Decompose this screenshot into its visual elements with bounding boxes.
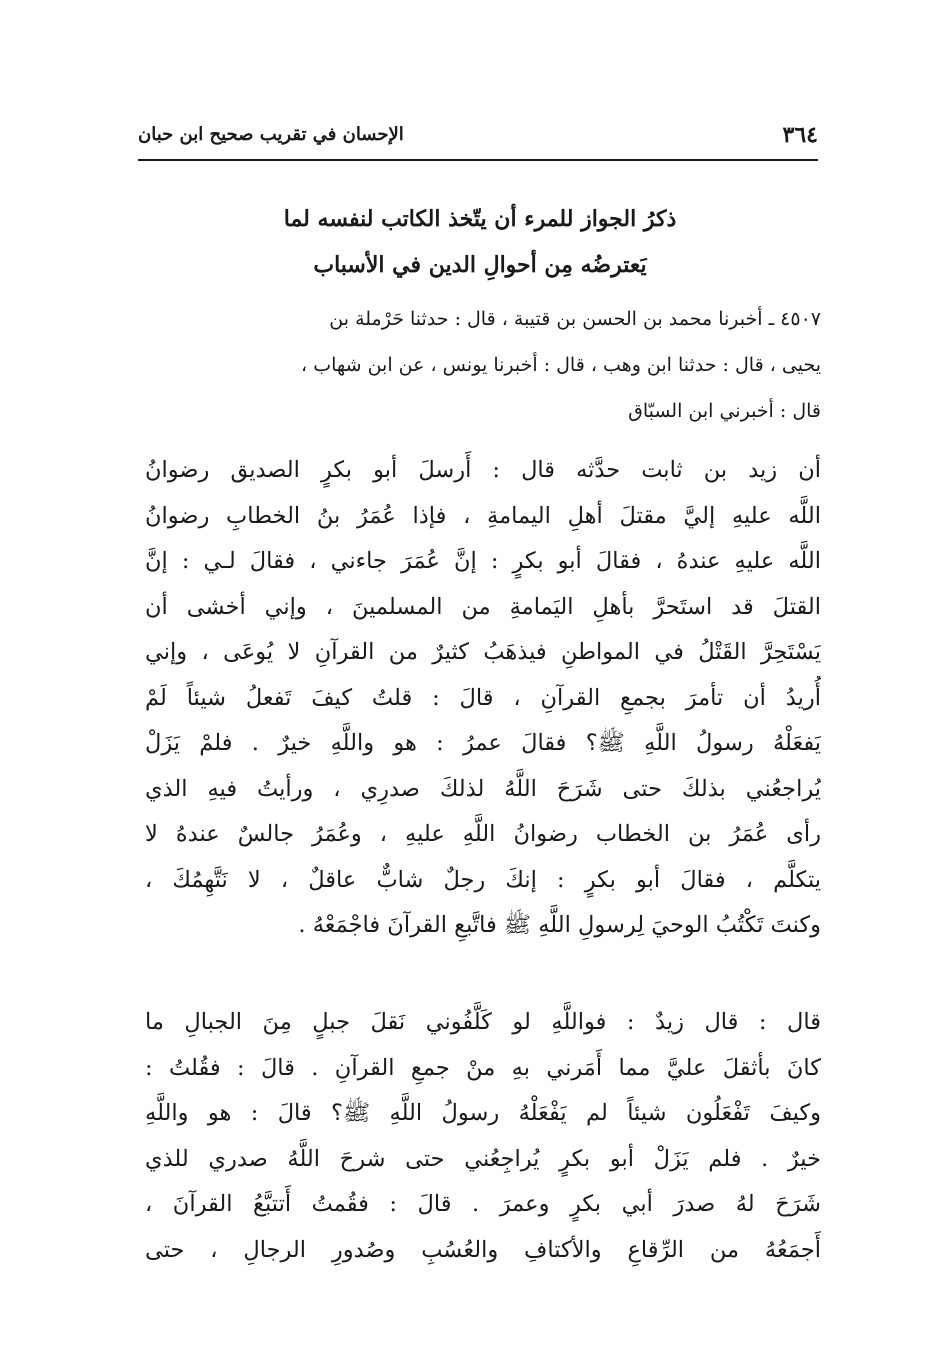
hadith-isnad xyxy=(145,296,821,434)
text-line: اللَّه عليهِ عندهُ ، فقالَ أبو بكرٍ : إنَّ عُمَرَ جاءني ، فقالَ لـي : إنَّ xyxy=(145,548,821,574)
running-head xyxy=(138,122,818,156)
text-line: القتلَ قد استَحرَّ بأهلِ اليَمامةِ من المسلمينَ ، وإني أخشى أن xyxy=(145,593,821,620)
isnad-line: قال : أخبرني ابن السبّاق xyxy=(628,400,821,422)
hadith-text-paragraph-2 xyxy=(145,1000,821,1273)
hadith-text-paragraph-1 xyxy=(145,448,821,949)
text-line: كانَ بأثقلَ عليَّ مما أَمَرني بهِ منْ جمعِ القرآنِ . قالَ : فقُلتُ : xyxy=(145,1054,821,1081)
chapter-heading-line: يَعترضُه مِن أحوالِ الدين في الأسباب xyxy=(313,252,647,278)
text-line: يَسْتَحِرَّ القَتْلُ في المواطنِ فيذهَبُ كثيرٌ من القرآنِ لا يُوعَى ، وإني xyxy=(145,639,821,665)
isnad-line: يحيى ، قال : حدثنا ابن وهب ، قال : أخبرنا يونس ، عن ابن شهاب ، xyxy=(301,354,821,376)
header-divider xyxy=(138,159,818,161)
text-line: أُريدُ أن تأمرَ بجمعِ القرآنِ ، قالَ : قلتُ كيفَ تَفعلُ شيئاً لَمْ xyxy=(145,684,821,711)
page-number: ٣٦٤ xyxy=(782,122,818,148)
text-line: أَجمَعُهُ من الرِّقاعِ والأكتافِ والعُسُبِ وصُدورِ الرجالِ ، حتى xyxy=(145,1236,821,1263)
text-line: خيرٌ . فلم يَزَلْ أبو بكرٍ يُراجِعُني حتى شرحَ اللَّهُ صدري للذي xyxy=(145,1145,821,1172)
book-title: الإحسان في تقريب صحيح ابن حبان xyxy=(138,124,404,145)
chapter-heading xyxy=(180,196,780,288)
text-line: أن زيد بن ثابت حدَّثه قال : أَرسلَ أبو بكرٍ الصديق رضوانُ xyxy=(145,457,821,483)
text-line: يتكلَّم ، فقالَ أبو بكرٍ : إنكَ رجلٌ شابٌّ عاقلٌ ، لا نَتَّهِمُكَ ، xyxy=(145,866,821,893)
text-line: وكيفَ تَفْعَلُون شيئاً لم يَفْعَلْهُ رسولُ اللَّهِ ﷺ؟ قالَ : هو واللَّهِ xyxy=(145,1100,821,1126)
text-line: يَفعَلْهُ رسولُ اللَّهِ ﷺ؟ فقالَ عمرُ : هو واللَّهِ خيرٌ . فلمْ يَزَلْ xyxy=(145,730,821,756)
isnad-line: ٤٥٠٧ ـ أخبرنا محمد بن الحسن بن قتيبة ، قال : حدثنا حَرْملة بن xyxy=(329,308,821,330)
text-line: اللَّه عليهِ إليَّ مقتلَ أهلِ اليمامةِ ، فإذا عُمَرُ بنُ الخطابِ رضوانُ xyxy=(145,502,821,529)
text-line: رأى عُمَرُ بن الخطاب رضوانُ اللَّهِ عليهِ ، وعُمَرُ جالسٌ عندهُ لا xyxy=(145,821,821,847)
text-line: شَرَحَ لهُ صدرَ أبي بكرٍ وعمرَ . قالَ : فقُمتُ أَتتبَّعُ القرآنَ ، xyxy=(145,1191,821,1217)
text-line: يُراجعُني بذلكَ حتى شَرَحَ اللَّهُ لذلكَ صدرِي ، ورأيتُ فيهِ الذي xyxy=(145,775,821,802)
text-line: وكنتَ تَكْتُبُ الوحيَ لِرسولِ اللَّهِ ﷺ فاتَّبعِ القرآنَ فاجْمَعْهُ . xyxy=(298,912,821,938)
chapter-heading-line: ذكرُ الجواز للمرء أن يتّخذ الكاتب لنفسه لما xyxy=(283,206,677,232)
text-line: قال : قال زيدٌ : فواللَّهِ لو كَلَّفُوني نَقلَ جبلٍ مِنَ الجبالِ ما xyxy=(145,1009,821,1035)
